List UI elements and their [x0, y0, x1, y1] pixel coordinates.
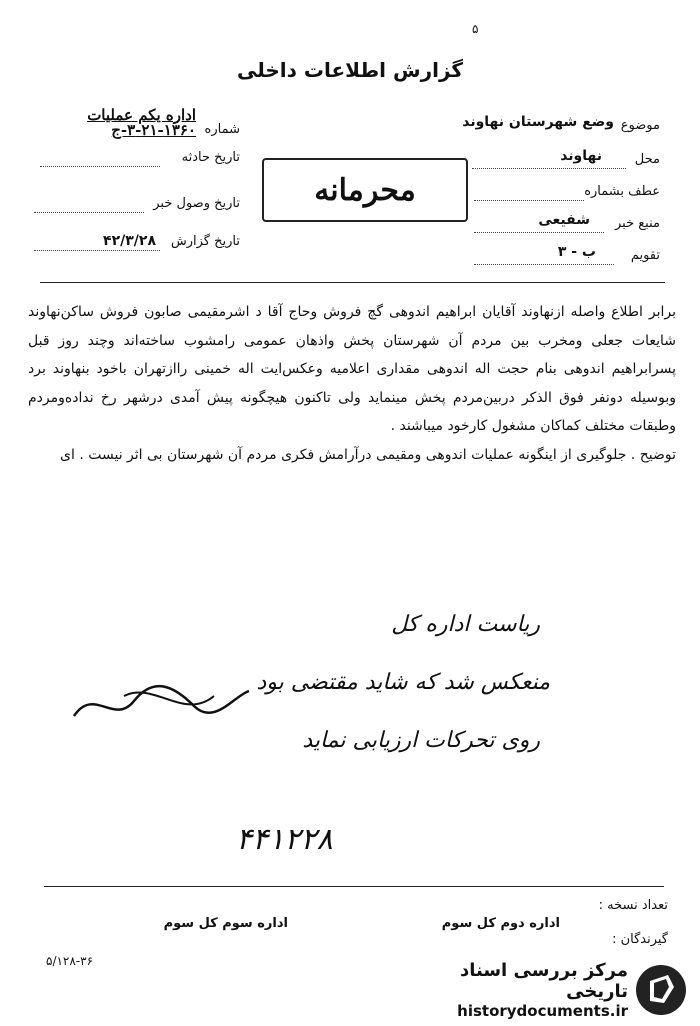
handwritten-note-line-2: منعکس شد که شاید مقتضی بود: [256, 670, 550, 695]
reference-number: ۵/۱۲۸-۳۶: [46, 954, 94, 968]
field-number-label: شماره: [204, 122, 240, 137]
field-reference-label: عطف بشماره: [584, 184, 660, 199]
field-calendar-value: ب - ۳: [557, 244, 596, 260]
body-paragraph: برابر اطلاع واصله ازنهاوند آقایان ابراهیم اندوهی گچ فروش وحاج آقا د اشرمقیمی صابون فروش ساکن‌نهاوند شایعات جعلی ومخرب بین مردم آن شهرستان پخش واذهان عمومی رامشوب ساخته‌اند وچند روز قبل پسرابراهیم اندوهی بنام حجت اله اندوهی مقداری اعلامیه وعکس‌ایت اله خمینی راازتهران باخود بنهاوند برد وبوسیله دونفر فوق الذکر دربین‌مردم پخش مینماید ولی تاکنون هیچگونه پیش آمدی درشهر رخ نداده‌ومردم وطبقات مختلف کماکان مشغول کارخود میباشند .: [28, 304, 676, 434]
report-body: [28, 298, 676, 469]
recipient-2: اداره سوم کل سوم: [163, 916, 288, 931]
body-paragraph-note: توضیح . جلوگیری از اینگونه عملیات اندوهی ومقیمی درآرامش فکری مردم آن شهرستان بی اثر نیست . ای: [60, 446, 676, 463]
watermark-title: مرکز بررسی اسناد تاریخی: [460, 960, 628, 1002]
field-location-label: محل: [634, 152, 660, 167]
recipients-label: گیرندگان :: [612, 932, 668, 947]
classification-text: محرمانه: [314, 172, 416, 208]
report-title: گزارش اطلاعات داخلی: [236, 58, 464, 82]
field-calendar-label: تقویم: [630, 248, 660, 263]
field-source-value: شفیعی: [538, 212, 590, 228]
watermark-text: [418, 960, 628, 1020]
field-incident-date-label: تاریخ حادثه: [181, 150, 240, 165]
classification-stamp: [262, 158, 468, 222]
watermark-url: historydocuments.ir: [457, 1002, 628, 1020]
footer-divider: [44, 886, 664, 887]
field-received-date-label: تاریخ وصول خبر: [153, 196, 240, 211]
archive-watermark: [418, 960, 688, 1020]
field-number-value: اداره یکم عملیات ۱۳۶۰-۲۱-۳-ج: [87, 106, 196, 139]
field-report-date-value: ۴۲/۳/۲۸: [103, 233, 156, 249]
handwritten-note-line-3: روی تحرکات ارزیابی نماید: [302, 728, 540, 753]
handwritten-number: ۴۴۱۲۲۸: [236, 822, 333, 857]
field-subject-value: وضع شهرستان نهاوند: [462, 114, 614, 130]
copies-label: تعداد نسخه :: [598, 898, 668, 913]
field-source-label: منبع خبر: [615, 216, 660, 231]
handwritten-note-line-1: ریاست اداره کل: [391, 612, 540, 637]
field-report-date-label: تاریخ گزارش: [170, 234, 240, 249]
header-divider: [40, 282, 665, 283]
archive-logo-icon: [634, 963, 688, 1017]
page-mark: ۵: [472, 22, 479, 36]
handwritten-signature: [64, 676, 254, 736]
recipient-1: اداره دوم کل سوم: [441, 916, 560, 931]
field-subject-label: موضوع: [620, 118, 660, 133]
field-location-value: نهاوند: [560, 148, 602, 164]
